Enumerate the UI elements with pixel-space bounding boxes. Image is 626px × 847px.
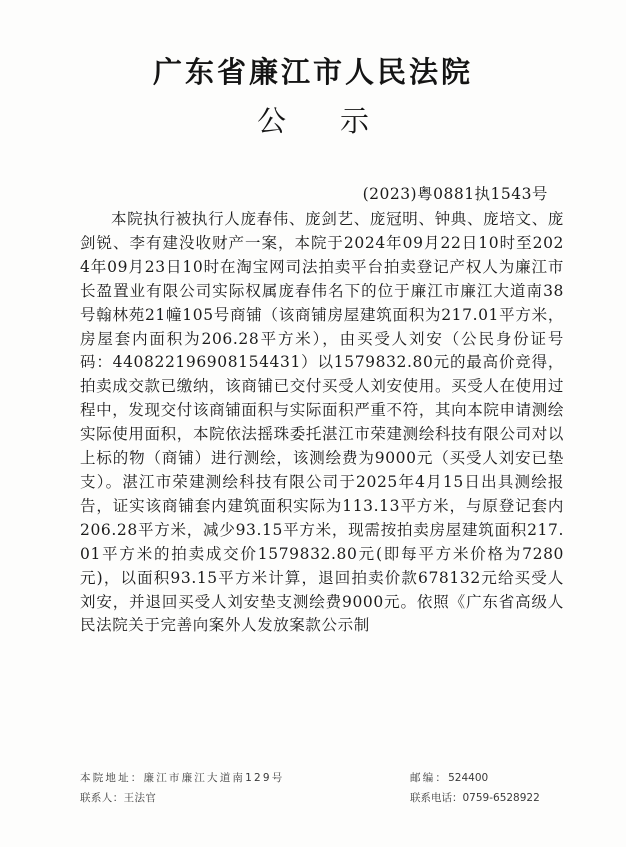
contact-value: 王法官 xyxy=(123,792,157,804)
court-contact-footer xyxy=(80,768,550,808)
phone-value: 0759-6528922 xyxy=(462,792,540,804)
court-phone xyxy=(410,788,550,808)
footer-row-contact xyxy=(80,788,550,808)
address-value: 廉江市廉江大道南129号 xyxy=(143,772,285,784)
court-address xyxy=(80,768,348,788)
notice-body-paragraph: 本院执行被执行人庞春伟、庞剑艺、庞冠明、钟典、庞培文、庞剑锐、李有建没收财产一案，本院于2024年09月22日10时至2024年09月23日10时在淘宝网司法拍卖平台拍卖登记产权人为廉江市长盈置业有限公司实际权属庞春伟名下的位于廉江市廉江大道南38号翰林苑21幢105号商铺（该商铺房屋建筑面积为217.01平方米，房屋套内面积为206.28平方米），由买受人刘安（公民身份证号码：440822196908154431）以1579832.80元的最高价竞得，拍卖成交款已缴纳，该商铺已交付买受人刘安使用。买受人在使用过程中，发现交付该商铺面积与实际面积严重不符，其向本院申请测绘实际使用面积，本院依法摇珠委托湛江市荣建测绘科技有限公司对以上标的物（商铺）进行测绘，该测绘费为9000元（买受人刘安已垫支）。湛江市荣建测绘科技有限公司于2025年4月15日出具测绘报告，证实该商铺套内建筑面积实际为113.13平方米，与原登记套内206.28平方米，减少93.15平方米，现需按拍卖房屋建筑面积217.01平方米的拍卖成交价1579832.80元(即每平方米价格为7280元)，以面积93.15平方米计算，退回拍卖价款678132元给买受人刘安，并退回买受人刘安垫支测绘费9000元。依照《广东省高级人民法院关于完善向案外人发放案款公示制 xyxy=(80,210,564,635)
contact-label: 联系人： xyxy=(80,792,124,804)
case-number: (2023)粤0881执1543号 xyxy=(362,185,548,203)
court-postcode xyxy=(410,768,550,788)
address-label: 本院地址： xyxy=(80,772,144,784)
notice-title: 公示 xyxy=(256,104,423,138)
postcode-value: 524400 xyxy=(448,772,489,784)
phone-label: 联系电话： xyxy=(410,792,463,804)
court-name-heading: 广东省廉江市人民法院 xyxy=(152,55,473,89)
court-contact-person xyxy=(80,788,348,808)
footer-row-address xyxy=(80,768,550,788)
postcode-label: 邮编： xyxy=(410,772,449,784)
